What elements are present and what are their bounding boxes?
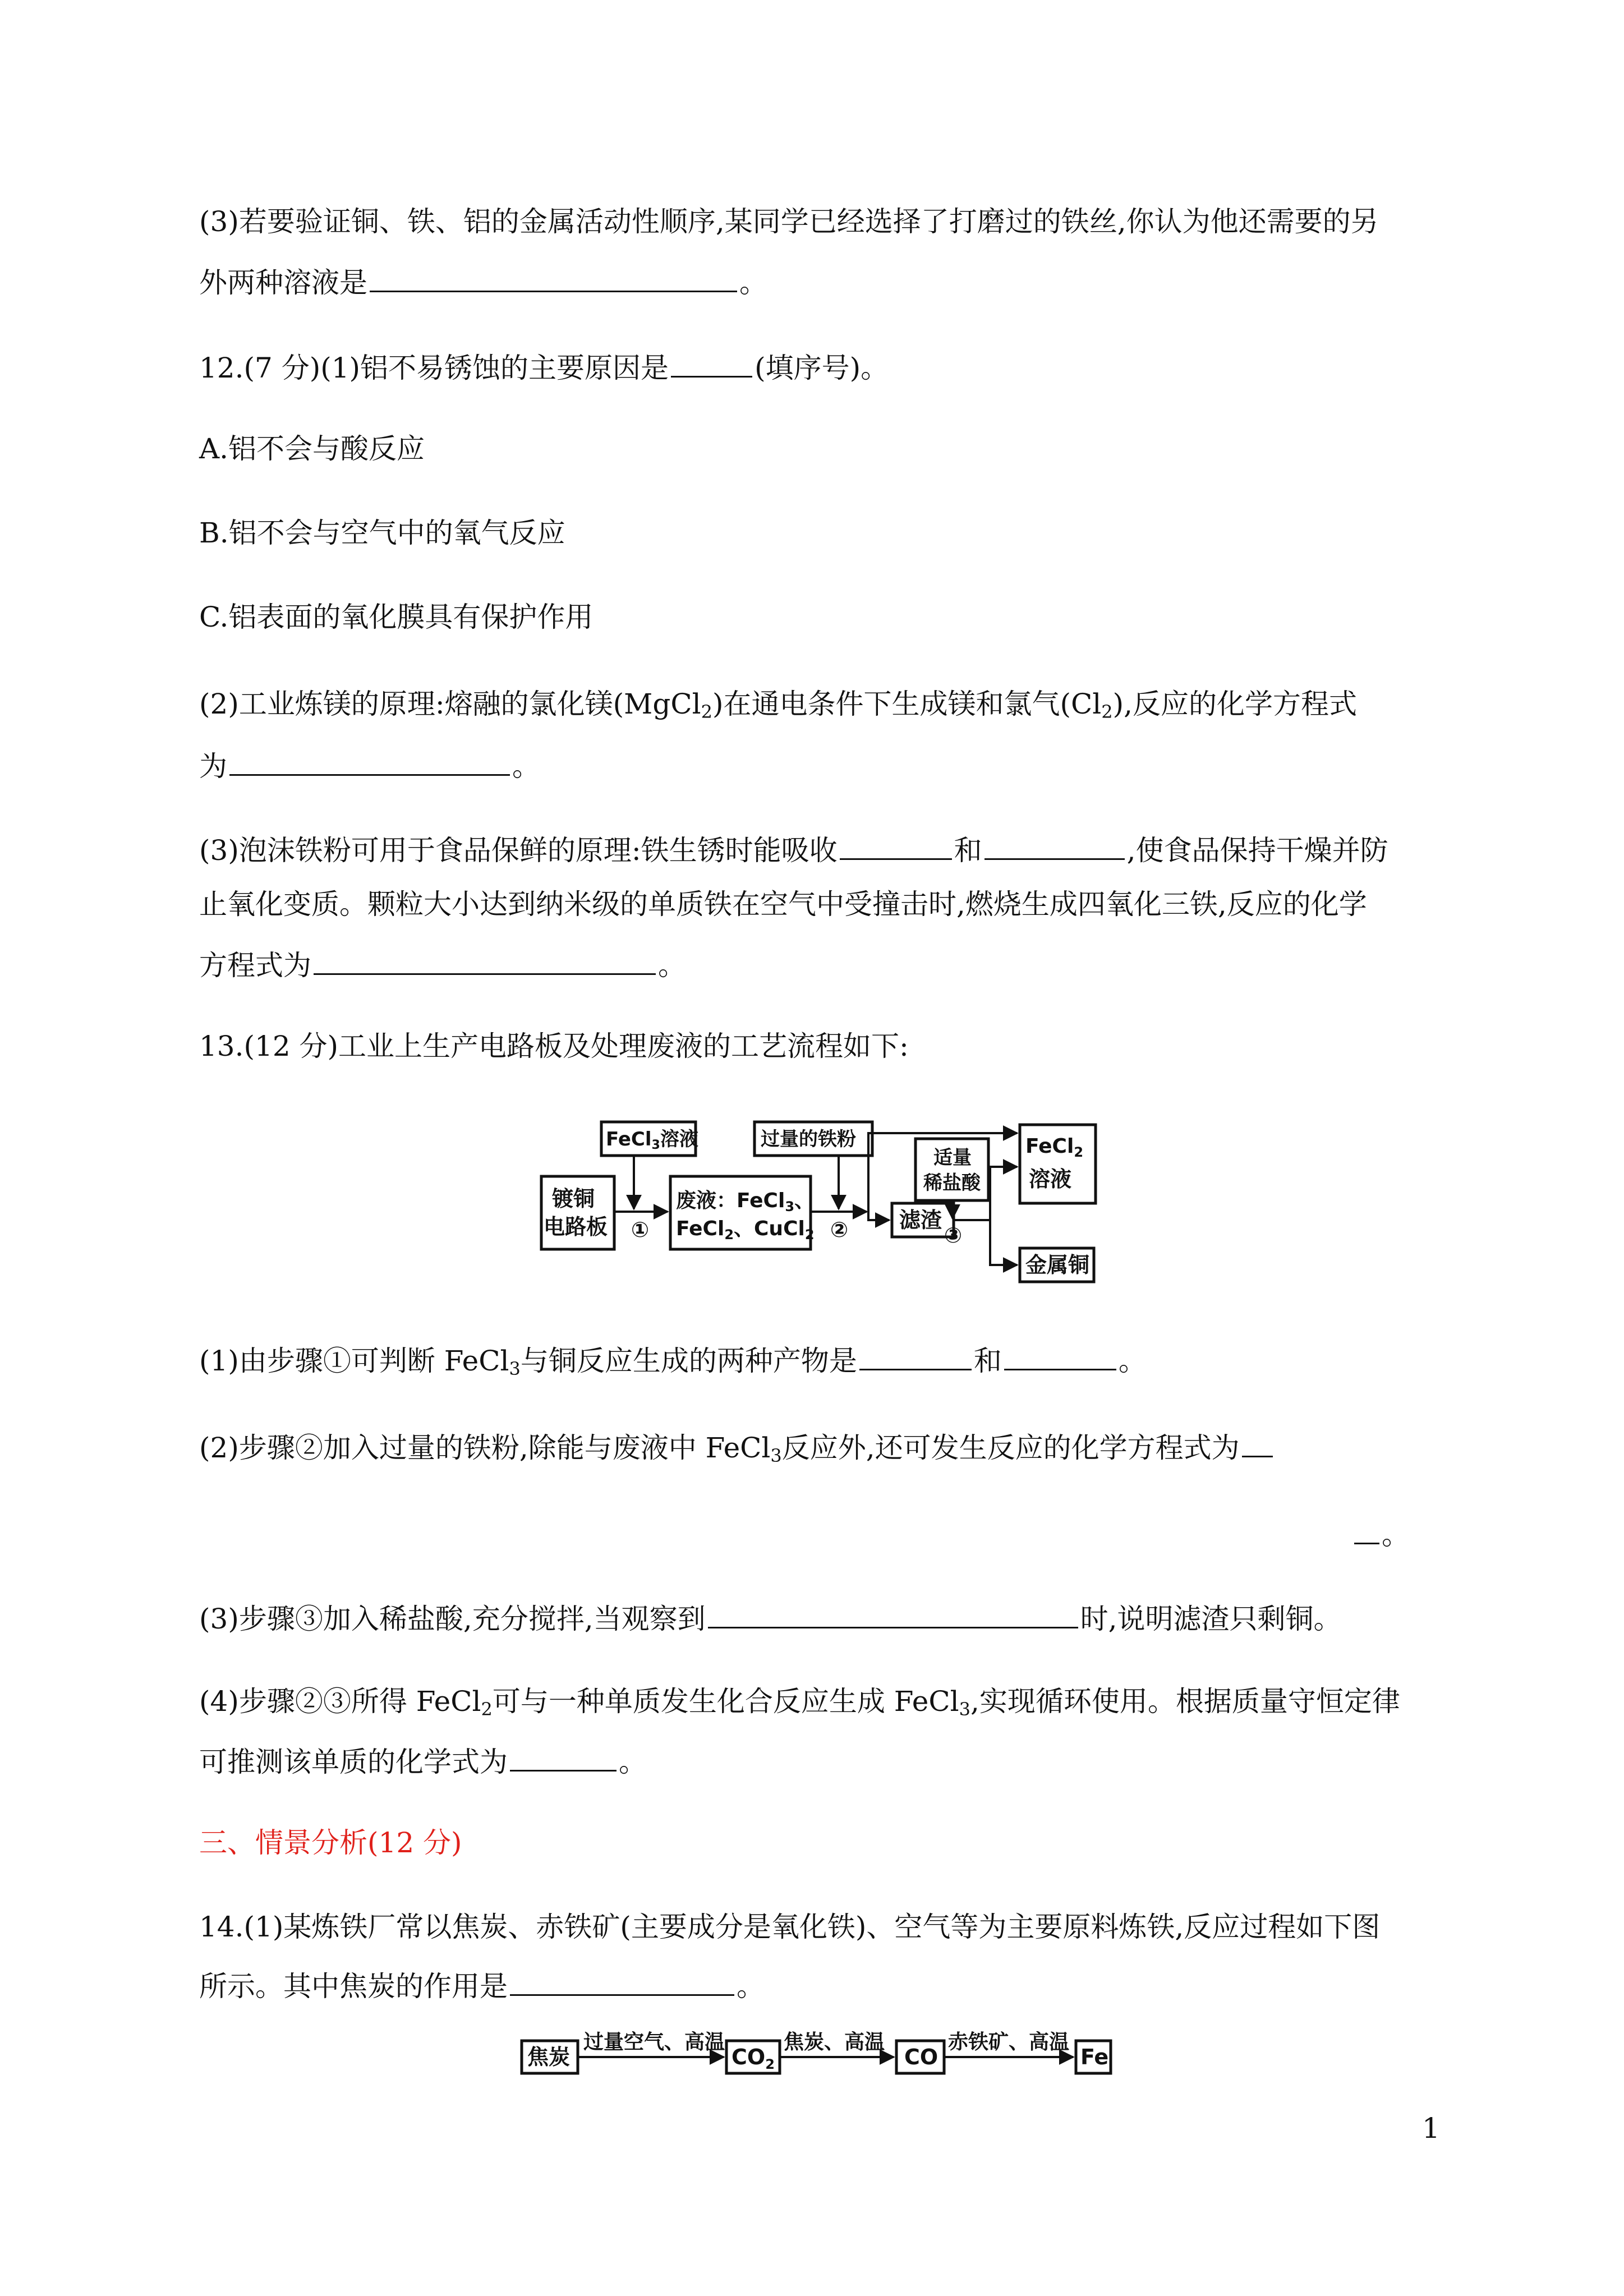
step-3-label: ③ xyxy=(944,1223,963,1248)
excess-iron-label: 过量的铁粉 xyxy=(761,1128,856,1151)
q13-part2-line2: 。 xyxy=(1352,1515,1410,1552)
q11-part3-line2: 外两种溶液是 。 xyxy=(199,263,767,300)
waste-liquid-label: 废液：FeCl3、 xyxy=(676,1189,815,1214)
option-a: A.铝不会与酸反应 xyxy=(199,432,425,465)
option-c: C.铝表面的氧化膜具有保护作用 xyxy=(199,601,594,633)
q12-part2-line2: 为 。 xyxy=(199,746,540,783)
section-3-title: 三、情景分析(12 分) xyxy=(199,1826,462,1859)
arrow-3-label: 赤铁矿、高温 xyxy=(948,2031,1070,2054)
fecl2-solution-label-2: 溶液 xyxy=(1029,1167,1072,1191)
q13-part1: (1)由步骤①可判断 FeCl$_3$与铜反应生成的两种产物是 和 。 xyxy=(199,1341,1147,1386)
waste-liquid-label-2: FeCl2、CuCl2 xyxy=(676,1217,815,1243)
answer-blank[interactable] xyxy=(1004,1341,1116,1370)
q11-part3-line1: (3)若要验证铜、铁、铝的金属活动性顺序,某同学已经选择了打磨过的铁丝,你认为他还需要的另 xyxy=(199,205,1379,238)
answer-blank[interactable] xyxy=(1354,1515,1379,1544)
fecl2-solution-label: FeCl2 xyxy=(1025,1135,1084,1160)
answer-blank[interactable] xyxy=(859,1341,972,1370)
co-label: CO xyxy=(904,2045,938,2069)
q14-line1: 14.(1)某炼铁厂常以焦炭、赤铁矿(主要成分是氧化铁)、空气等为主要原料炼铁,反应过程如下图 xyxy=(199,1911,1381,1943)
filter-residue-label: 滤渣 xyxy=(899,1208,942,1232)
answer-blank[interactable] xyxy=(708,1599,1078,1628)
step-2-label: ② xyxy=(830,1217,849,1242)
q12-part2-line1: (2)工业炼镁的原理:熔融的氯化镁(MgCl$_2$)在通电条件下生成镁和氯气$(Cl_2)$,反应的化学方程式 xyxy=(199,688,1358,723)
metal-copper-label: 金属铜 xyxy=(1025,1253,1090,1277)
hcl-label-2: 稀盐酸 xyxy=(923,1172,981,1194)
q12-heading: 12.(7 分)(1)铝不易锈蚀的主要原因是 (填序号)。 xyxy=(199,348,889,385)
step-1-label: ① xyxy=(631,1217,650,1242)
arrow-1-label: 过量空气、高温 xyxy=(583,2031,725,2054)
q12-part3-line1: (3)泡沫铁粉可用于食品保鲜的原理:铁生锈时能吸收 和 ,使食品保持干燥并防 xyxy=(199,830,1388,867)
page-number: 1 xyxy=(1422,2112,1440,2145)
q13-part3: (3)步骤③加入稀盐酸,充分搅拌,当观察到 时,说明滤渣只剩铜。 xyxy=(199,1599,1342,1636)
fe-label: Fe xyxy=(1080,2045,1109,2069)
answer-blank[interactable] xyxy=(1242,1428,1273,1457)
option-b: B.铝不会与空气中的氧气反应 xyxy=(199,517,565,549)
arrow-2-label: 焦炭、高温 xyxy=(784,2031,885,2054)
q13-part4-line1: (4)步骤②③所得 FeCl$_2$可与一种单质发生化合反应生成 FeCl$_3$,实现循环使用。根据质量守恒定律 xyxy=(199,1685,1400,1720)
copper-board-label: 镀铜 xyxy=(552,1186,595,1211)
coke-label: 焦炭 xyxy=(527,2045,571,2069)
fecl3-solution-label: FeCl3溶液 xyxy=(606,1128,698,1152)
hcl-label: 适量 xyxy=(933,1147,972,1169)
q13-part2-line1: (2)步骤②加入过量的铁粉,除能与废液中 FeCl$_3$反应外,还可发生反应的化学方程式为 xyxy=(199,1428,1275,1473)
arrow xyxy=(990,1220,1017,1265)
answer-blank[interactable] xyxy=(510,1966,734,1996)
q14-line2: 所示。其中焦炭的作用是 。 xyxy=(199,1966,765,2003)
co2-label: $CO_2$ xyxy=(732,2045,775,2072)
arrow xyxy=(868,1214,889,1220)
q11-part3-prefix: 外两种溶液是 xyxy=(199,266,367,299)
q13-part4-line2: 可推测该单质的化学式为 。 xyxy=(199,1742,647,1779)
q12-part3-line3: 方程式为 。 xyxy=(199,945,686,982)
q12-part3-line2: 止氧化变质。颗粒大小达到纳米级的单质铁在空气中受撞击时,燃烧生成四氧化三铁,反应的化学 xyxy=(199,888,1367,921)
iron-smelting-flowchart xyxy=(0,2019,1624,2098)
q13-heading: 13.(12 分)工业上生产电路板及处理废液的工艺流程如下: xyxy=(199,1030,909,1062)
answer-blank[interactable] xyxy=(510,1742,617,1772)
copper-board-label-2: 电路板 xyxy=(544,1214,608,1239)
